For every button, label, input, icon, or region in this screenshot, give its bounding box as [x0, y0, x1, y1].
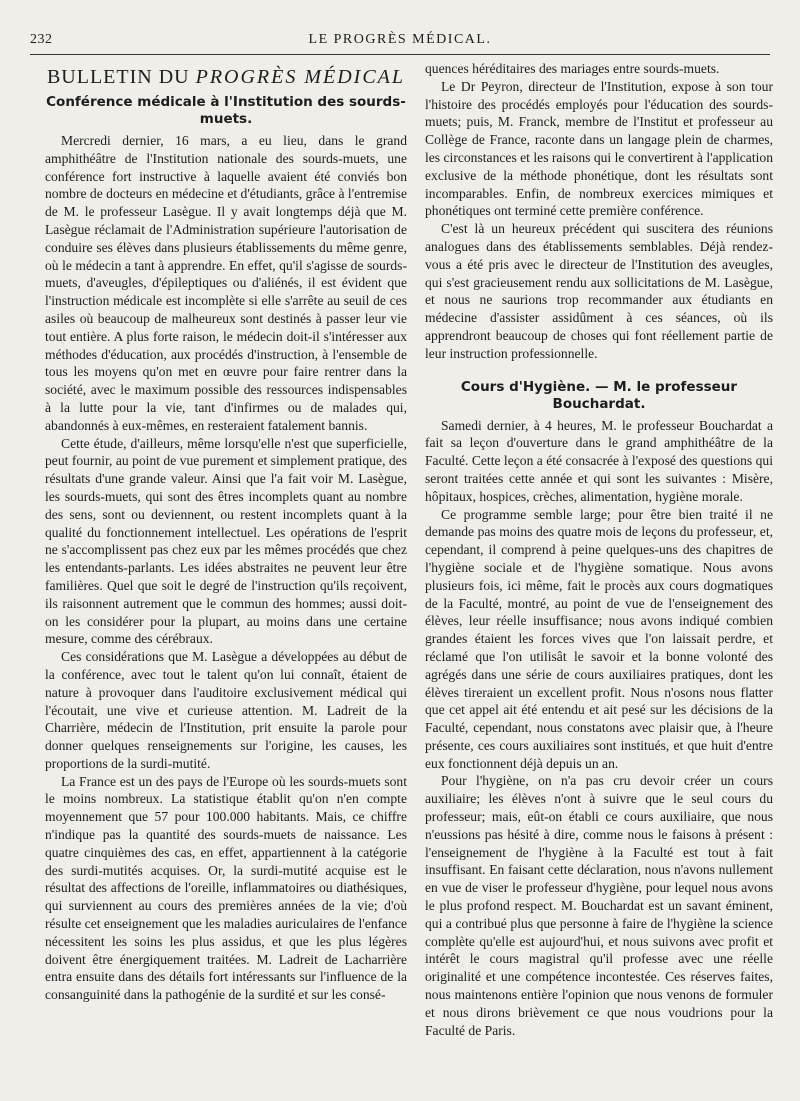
page-header — [30, 32, 770, 52]
page-number: 232 — [30, 32, 53, 47]
paragraph: La France est un des pays de l'Europe où les sourds-muets sont le moins nombreux. La statistique établit qu'on n'en compte moyennement que 57 pour 100.000 habitants. Mais, ce chiffre n'indique pas la quantité des sourds-muets de naissance. Les quatre cinquièmes des cas, en effet, appartiennent à la catégorie des surdi-mutités acquises. Or, la surdi-mutité acquise est le résultat des affections de l'oreille, inflammatoires ou diathésiques, qui surviennent au cours des premières années de la vie; d'où résulte cet enseignement que les maladies auriculaires de l'enfance nécessitent les soins les plus assidus, et que les plus légères doivent être énergiquement traitées. M. Ladreit de Lacharrière entra ensuite dans des détails fort intéressants sur l'influence de la consanguinité dans la pathogénie de la surdité et sur les consé- — [45, 773, 407, 1003]
paragraph: quences héréditaires des mariages entre sourds-muets. — [425, 61, 720, 76]
right-column — [425, 60, 773, 1039]
section-heading-hygiene: Cours d'Hygiène. — M. le professeur Bouchardat. — [460, 378, 738, 412]
paragraph: Ce programme semble large; pour être bien traité il ne demande pas moins des quatre mois de leçons du professeur, et, cependant, il comprend à peine quelques-uns des chapitres de l'hygiène sociale et de l'hygiène somatique. Nous avons plusieurs fois, ici même, fait le procès aux cours dogmatiques de la Faculté, montré, au point de vue de l'enseignement des élèves, leur réelle insuffisance; nous avons indiqué combien grandes étaient les forces vives que l'on laissait perdre, et réclamé que l'on utilisât le savoir et la bonne volonté des agrégés dans une série de cours auxiliaires pratiques, dont les élèves tireraient un excellent profit. Nous n'osons nous flatter que cet appel ait été entendu et ait pesé sur les décisions de la Faculté, cependant, nous constatons avec plaisir que, à l'heure présente, ces cours auxiliaires sont institués, et que huit d'entre eux fonctionnent déjà depuis un an. — [425, 506, 773, 771]
paragraph: Cette étude, d'ailleurs, même lorsqu'elle n'est que superficielle, peut fournir, au point de vue purement et simplement pratique, des résultats d'une grande valeur. Ainsi que l'a fait voir M. Lasègue, les sourds-muets, qui sont des êtres incomplets quant au nombre des sens, sont ou deviennent, ou restent incomplets quant à la qualité du fonctionnement intellectuel. Les opérations de l'esprit ne s'accomplissent pas chez eux par les mêmes procédés que chez les entendants-parlants. Les idées abstraites ne peuvent leur être familières. Quel que soit le degré de l'instruction qu'ils reçoivent, ils raisonnent autrement que le commun des hommes; aussi doit-on les considérer pour la plupart, au moins dans une certaine mesure, comme des cérébraux. — [45, 435, 407, 647]
running-title: LE PROGRÈS MÉDICAL. — [308, 32, 492, 47]
section-gap — [425, 363, 773, 373]
paragraph: Pour l'hygiène, on n'a pas cru devoir créer un cours auxiliaire; les élèves n'ont à suivre que le seul cours du professeur; mais, eût-on établi ce cours auxiliaire, que nous n'eussions pas hésité à dire, comme nous le faisons à présent : l'enseignement de l'hygiène à la Faculté est tout à fait insuffisant. En faisant cette déclaration, nous n'avons nullement en vue de viser le professeur d'hygiène, pour lequel nous avons le plus profond respect. M. Bouchardat est un savant éminent, qui a contribué plus que personne à faire de l'hygiène la science complète qu'elle est aujourd'hui, et nous suivons avec profit et intérêt le cours magistral qu'il professe avec une réelle originalité et une compétence incontestée. Ces réserves faites, nous maintenons entière l'opinion que nous venons de formuler et nous dirons brièvement ce que nous voudrions pour la Faculté de Paris. — [425, 773, 773, 1038]
paragraph: Mercredi dernier, 16 mars, a eu lieu, dans le grand amphithéâtre de l'Institution nationale des sourds-muets, une conférence fort instructive à laquelle avaient été conviés bon nombre de docteurs en médecine et d'étudiants, grâce à l'entremise de M. le professeur Lasègue. Il y avait longtemps déjà que M. Lasègue réclamait de l'Administration supérieure l'autorisation de conduire ses élèves dans plusieurs établissements du même genre, où le médecin a tant à apprendre. En effet, qu'il s'agisse de sourds-muets, d'aveugles, d'épileptiques ou d'aliénés, il est évident que l'instruction médicale est incomplète si elle s'arrête au seuil de ces asiles où beaucoup de malheureux sont destinés à passer leur vie tout entière. A plus forte raison, le médecin doit-il s'intéresser aux méthodes d'éducation, aux procédés d'instruction, à l'ensemble de tous les moyens qu'on met en œuvre pour faire rentrer dans la société, avec le maximum possible des ressources indispensables à la lutte pour la vie, tant d'infirmes ou de malades qui, abandonnés à eux-mêmes, en resteraient fatalement bannis. — [45, 133, 407, 433]
paragraph: Le Dr Peyron, directeur de l'Institution, expose à son tour l'histoire des procédés employés pour l'éducation des sourds-muets; puis, M. Franck, membre de l'Institut et professeur au Collège de France, raconte dans un langage plein de charmes, les circonstances et les raisons qui le convertirent à l'application exclusive de la méthode phonétique, dont les résultats sont incomparables. Enfin, de nombreux exercices mimiques et phonétiques ont terminé cette première conférence. — [425, 78, 773, 219]
paragraph: Samedi dernier, à 4 heures, M. le professeur Bouchardat a fait sa leçon d'ouverture dans le grand amphithéâtre de la Faculté. Cette leçon a été consacrée à l'exposé des questions qui seront traitées cette année et qui sont les suivantes : Misère, hôpitaux, hospices, crèches, alimentation, hygiène morale. — [425, 417, 773, 504]
header-rule — [30, 54, 770, 55]
section-heading-conference: Conférence médicale à l'Institution des sourds-muets. — [46, 94, 406, 127]
paragraph: C'est là un heureux précédent qui suscitera des réunions analogues dans des établissements semblables. Déjà rendez-vous a été pris avec le directeur de l'Institution des aveugles, qui s'est gracieusement rendu aux sollicitations de M. Lasègue, et nous ne saurions trop recommander aux étudiants en médecine d'assister assidûment à ces séances, où ils apprendront beaucoup de choses qui font réellement partie de leur instruction professionnelle. — [425, 221, 773, 361]
bulletin-title-italic: PROGRÈS MÉDICAL — [195, 66, 406, 88]
bulletin-title-plain: BULLETIN DU — [46, 66, 196, 88]
bulletin-title — [45, 66, 407, 88]
paragraph: Ces considérations que M. Lasègue a développées au début de la conférence, avec tout le talent qu'on lui connaît, étaient de nature à provoquer dans l'auditoire exclusivement médical qui l'écoutait, une vive et curieuse attention. M. Ladreit de la Charrière, médecin de l'Institution, prit ensuite la parole pour donner quelques renseignements sur l'origine, les causes, les proportions de la surdi-mutité. — [45, 649, 407, 771]
left-column — [45, 60, 407, 1004]
